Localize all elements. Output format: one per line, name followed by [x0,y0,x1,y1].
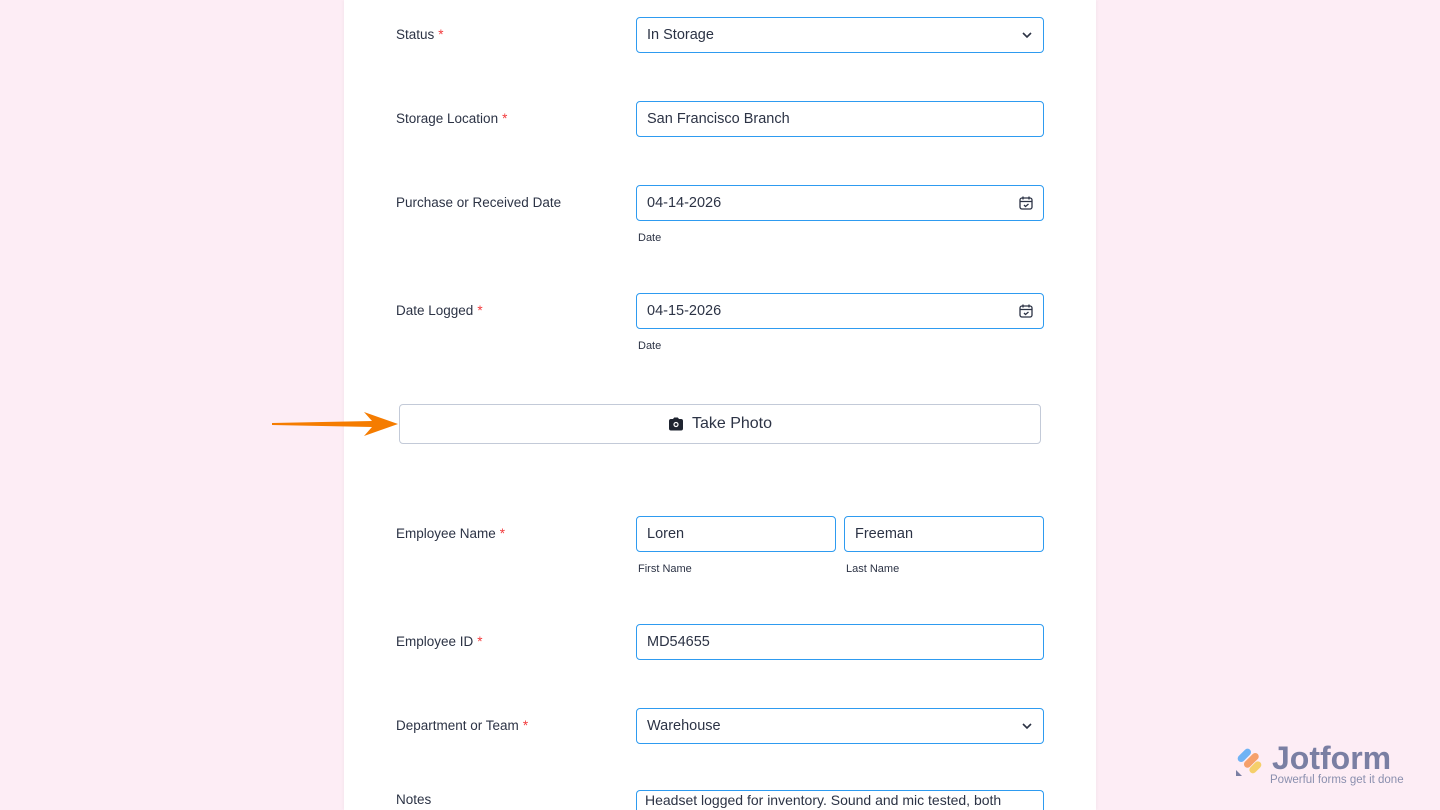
department-select[interactable]: Warehouse [636,708,1044,744]
chevron-down-icon [1021,722,1033,730]
date-logged-input[interactable]: 04-15-2026 [636,293,1044,329]
status-select[interactable]: In Storage [636,17,1044,53]
last-name-sublabel: Last Name [846,563,900,575]
calendar-icon[interactable] [1019,196,1033,210]
jotform-logo-icon [1234,744,1268,778]
first-name-sublabel: First Name [638,563,692,575]
storage-location-input[interactable]: San Francisco Branch [636,101,1044,137]
jotform-logo[interactable] [1234,740,1404,786]
notes-label: Notes [396,792,432,807]
last-name-input[interactable]: Freeman [844,516,1044,552]
chevron-down-icon [1021,31,1033,39]
pointer-arrow-icon [272,410,400,438]
purchase-date-input[interactable]: 04-14-2026 [636,185,1044,221]
take-photo-button[interactable] [399,404,1041,444]
calendar-icon[interactable] [1019,304,1033,318]
employee-name-label: Employee Name * [396,526,506,541]
date-logged-sublabel: Date [638,340,662,352]
purchase-date-sublabel: Date [638,232,662,244]
date-logged-label: Date Logged * [396,303,483,318]
jotform-tagline: Powerful forms get it done [1270,774,1404,786]
jotform-wordmark: Jotform [1272,740,1392,776]
storage-location-label: Storage Location * [396,111,508,126]
employee-id-input[interactable]: MD54655 [636,624,1044,660]
first-name-input[interactable]: Loren [636,516,836,552]
status-label: Status * [396,27,444,42]
take-photo-label: Take Photo [691,415,773,432]
notes-textarea[interactable]: Headset logged for inventory. Sound and mic tested, both [636,790,1044,810]
purchase-date-label: Purchase or Received Date [396,195,562,210]
camera-icon [668,417,684,431]
employee-id-label: Employee ID * [396,634,483,649]
department-label: Department or Team * [396,718,529,733]
